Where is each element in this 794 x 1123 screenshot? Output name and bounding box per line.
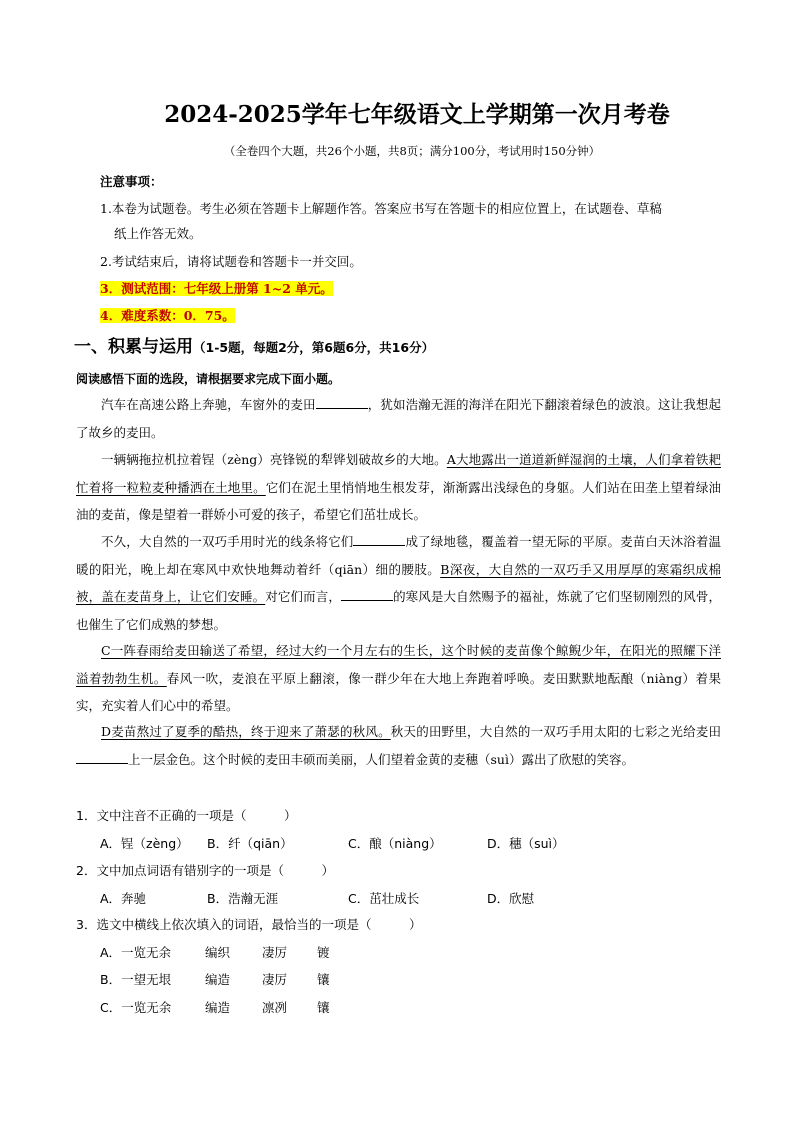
question-1-stem: 1．文中注音不正确的一项是（ ） bbox=[76, 808, 297, 823]
section-1-instruction: 阅读感悟下面的选段，请根据要求完成下面小题。 bbox=[76, 372, 341, 386]
question-3-option-b[interactable]: B．一望无垠 bbox=[100, 972, 172, 987]
question-3-option-a[interactable]: A．一览无余 bbox=[100, 945, 172, 960]
section-1-heading bbox=[74, 332, 434, 357]
question-1-option-c[interactable]: C．酿（niàng） bbox=[348, 836, 442, 851]
underlined-sentence-b: B深夜，大自然的一双巧手又用厚厚的寒霜织成棉被，盖在麦苗身上，让它们安睡。 bbox=[76, 561, 721, 604]
question-2-option-c[interactable]: C．茁壮成长 bbox=[348, 891, 420, 906]
question-1-option-b[interactable]: B．纤（qiān） bbox=[207, 836, 293, 851]
question-3-option-c[interactable]: C．一览无余 bbox=[100, 1000, 172, 1015]
question-3-option-a-word-2: 编织 bbox=[205, 945, 231, 960]
question-3-option-a-word-3: 凄厉 bbox=[262, 945, 288, 960]
notice-item-1-line-2: 纸上作答无效。 bbox=[114, 226, 202, 241]
fill-blank-3 bbox=[341, 587, 393, 601]
notice-heading: 注意事项： bbox=[100, 174, 163, 189]
passage-paragraph-5: D麦苗熬过了夏季的酷热，终于迎来了萧瑟的秋风。秋天的田野里，大自然的一双巧手用太阳的七彩之光给麦田上一层金色。这个时候的麦田丰硕而美丽，人们望着金黄的麦穗（suì）露出了欣慰的笑容。 bbox=[76, 718, 721, 773]
fill-blank-4 bbox=[76, 750, 128, 764]
notice-item-3-highlight: 3．测试范围：七年级上册第 1~2 单元。 bbox=[100, 281, 333, 296]
question-3-option-b-word-3: 凄厉 bbox=[262, 972, 288, 987]
question-2-option-d[interactable]: D．欣慰 bbox=[487, 891, 535, 906]
underlined-sentence-d: D麦苗熬过了夏季的酷热，终于迎来了萧瑟的秋风。 bbox=[101, 724, 391, 739]
passage-paragraph-3: 不久，大自然的一双巧手用时光的线条将它们 成了绿地毯，覆盖着一望无际的平原。麦苗白天沐浴着温暖的阳光，晚上却在寒风中欢快地舞动着纤（qiān）细的腰肢。B深夜，大自然的一双巧手又用厚厚的寒霜织成棉被，盖在麦苗身上，让它们安睡。对它们而言， 的寒风是大自然赐予的福祉，炼就了它们坚韧刚烈的风骨，也催生了它们成熟的梦想。 bbox=[76, 534, 721, 632]
section-1-title: 一、积累与运用 bbox=[74, 337, 193, 357]
passage-paragraph-4: C一阵春雨给麦田输送了希望，经过大约一个月左右的生长，这个时候的麦苗像个鲸鲵少年，在阳光的照耀下洋溢着勃勃生机。春风一吹，麦浪在平原上翻滚，像一群少年在大地上奔跑着呼唤。麦田默默地酝酿（niàng）着果实，充实着人们心中的希望。 bbox=[76, 643, 721, 713]
underlined-sentence-c: C一阵春雨给麦田输送了希望，经过大约一个月左右的生长，这个时候的麦苗像个鲸鲵少年，在阳光的照耀下洋溢着勃勃生机。 bbox=[76, 643, 721, 686]
fill-blank-2 bbox=[353, 532, 405, 546]
question-3-option-a-word-4: 镀 bbox=[317, 945, 330, 960]
question-3-option-b-word-4: 镶 bbox=[317, 972, 330, 987]
passage-paragraph-1: 汽车在高速公路上奔驰，车窗外的麦田 ，犹如浩瀚无涯的海洋在阳光下翻滚着绿色的波浪。这让我想起了故乡的麦田。 bbox=[76, 397, 721, 440]
question-3-option-c-word-2: 编造 bbox=[205, 1000, 231, 1015]
question-2-stem: 2．文中加点词语有错别字的一项是（ ） bbox=[76, 863, 334, 878]
passage-paragraph-2: 一辆辆拖拉机拉着锃（zèng）亮锋锐的犁铧划破故乡的大地。A大地露出一道道新鲜湿润的土壤，人们拿着铁耙忙着将一粒粒麦种播洒在土地里。它们在泥土里悄悄地生根发芽，渐渐露出浅绿色的身躯。人们站在田垄上望着绿油油的麦苗，像是望着一群娇小可爱的孩子，希望它们茁壮成长。 bbox=[76, 452, 721, 522]
question-3-option-c-word-3: 凛冽 bbox=[262, 1000, 288, 1015]
question-3-option-b-word-2: 编造 bbox=[205, 972, 231, 987]
question-3-stem: 3．选文中横线上依次填入的词语，最恰当的一项是（ ） bbox=[76, 917, 422, 932]
section-1-score-note: （1-5题，每题2分，第6题6分，共16分） bbox=[193, 340, 435, 355]
notice-item-2: 2.考试结束后，请将试题卷和答题卡一并交回。 bbox=[100, 254, 362, 269]
question-1-option-d[interactable]: D．穗（suì） bbox=[487, 836, 565, 851]
page-title: 2024-2025学年七年级语文上学期第一次月考卷 bbox=[164, 101, 670, 128]
notice-item-4-highlight: 4．难度系数：0．75。 bbox=[100, 308, 235, 323]
question-2-option-a[interactable]: A．奔驰 bbox=[100, 891, 147, 906]
question-3-option-c-word-4: 镶 bbox=[317, 1000, 330, 1015]
underlined-sentence-a: A大地露出一道道新鲜湿润的土壤，人们拿着铁耙忙着将一粒粒麦种播洒在土地里。 bbox=[76, 452, 721, 495]
fill-blank-1 bbox=[316, 395, 368, 409]
question-2-option-b[interactable]: B．浩瀚无涯 bbox=[207, 891, 279, 906]
notice-item-1-line-1: 1.本卷为试题卷。考生必须在答题卡上解题作答。答案应书写在答题卡的相应位置上，在试题卷、草稿 bbox=[100, 201, 662, 216]
page-subtitle: （全卷四个大题，共26个小题，共8页；满分100分，考试用时150分钟） bbox=[223, 144, 601, 158]
question-1-option-a[interactable]: A．锃（zèng） bbox=[100, 836, 189, 851]
